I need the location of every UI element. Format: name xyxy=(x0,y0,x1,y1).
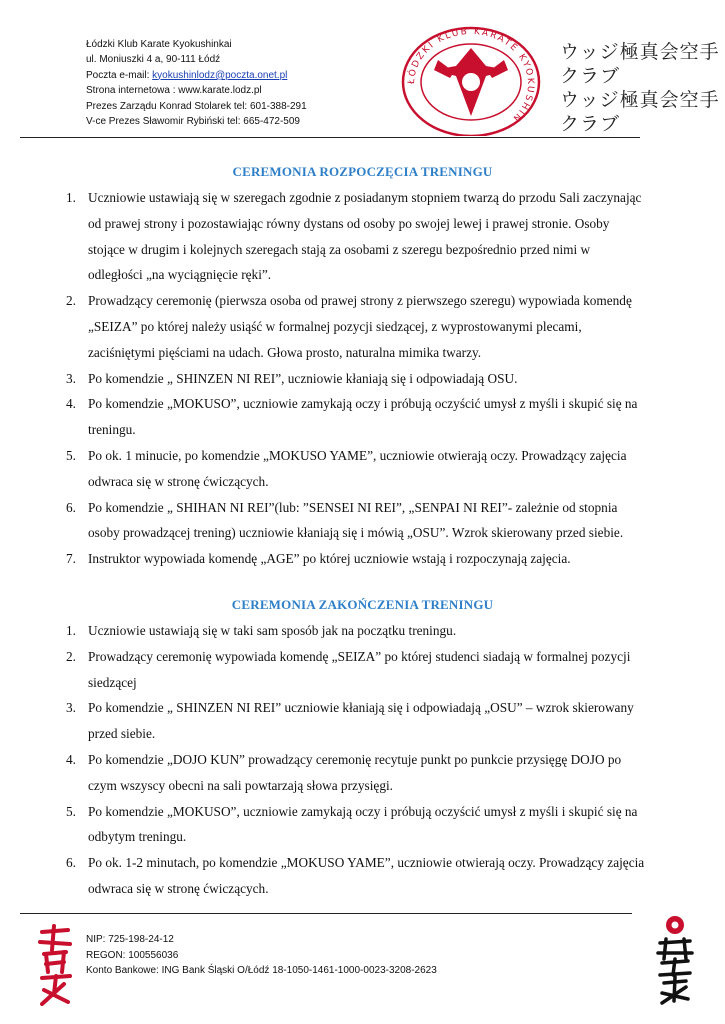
list-item: 6. Po komendzie „ SHIHAN NI REI”(lub: ”SENSEI NI REI”, „SENPAI NI REI”- zależnie od stopnia osoby prowadzącej trening) uczniowie kłaniają się i mówią „OSU”. Wzrok skierowany przed siebie. xyxy=(66,499,624,541)
header-divider xyxy=(20,137,640,138)
regon-line: REGON: 100556036 xyxy=(86,949,179,961)
list-item: 5. Po komendzie „MOKUSO”, uczniowie zamykają oczy i próbują oczyścić umysł z myśli i skupić się na odbytym treningu. xyxy=(66,803,638,845)
list-item: 5. Po ok. 1 minucie, po komendzie „MOKUSO YAME”, uczniowie otwierają oczy. Prowadzący zajęcia odwraca się w stronę ćwiczących. xyxy=(66,447,627,489)
closing-ceremony-title: CEREMONIA ZAKOŃCZENIA TRENINGU xyxy=(231,597,494,612)
list-item: 6. Po ok. 1-2 minutach, po komendzie „MOKUSO YAME”, uczniowie otwierają oczy. Prowadzący zajęcia odwraca się w stronę ćwiczących. xyxy=(66,855,645,896)
registration-footer xyxy=(86,932,437,979)
president-line: Prezes Zarządu Konrad Stolarek tel: 601-388-291 xyxy=(86,100,307,112)
footer-divider xyxy=(20,913,632,914)
club-address: ul. Moniuszki 4 a, 90-111 Łódź xyxy=(86,54,221,66)
closing-ceremony-list xyxy=(60,618,645,902)
list-item: 1. Uczniowie ustawiają się w szeregach zgodnie z posiadanym stopniem twarzą do przodu Sali zaczynając od prawej strony i pozostawiając równy dystans od osoby po swojej lewej i prawej stronie. Osoby stojące w drugim i kolejnych szeregach stają za osobami z szeregu bezpośrednio przed nimi w odległości „na wyciągnięcie ręki”. xyxy=(66,190,642,283)
japanese-line-4: クラブ xyxy=(560,113,621,135)
kyokushin-calligraphy-icon xyxy=(34,924,76,1006)
website-line: Strona internetowa : www.karate.lodz.pl xyxy=(86,85,262,97)
list-item: 1. Uczniowie ustawiają się w taki sam sposób jak na początku treningu. xyxy=(66,623,457,638)
nip-line: NIP: 725-198-24-12 xyxy=(86,934,174,945)
opening-ceremony-title: CEREMONIA ROZPOCZĘCIA TRENINGU xyxy=(232,164,493,179)
japanese-line-3: ウッジ極真会空手 xyxy=(560,89,720,111)
list-item: 2. Prowadzący ceremonię wypowiada komendę „SEIZA” po której studenci siadają w formalnej pozycji siedzącej xyxy=(66,648,631,690)
list-item: 7. Instruktor wypowiada komendę „AGE” po której uczniowie wstają i rozpoczynają zajęcia. xyxy=(66,551,571,567)
bank-account-line: Konto Bankowe: ING Bank Śląski O/Łódź 18-1050-1461-1000-0023-3208-2623 xyxy=(86,965,437,977)
kanku-calligraphy-icon xyxy=(652,913,698,1005)
list-item: 4. Po komendzie „DOJO KUN” prowadzący ceremonię recytuje punkt po punkcie przysięgę DOJO po czym wszyscy obecni na sali powtarzają słowa przysięgi. xyxy=(66,751,622,793)
opening-ceremony-list xyxy=(60,185,645,572)
list-item: 4. Po komendzie „MOKUSO”, uczniowie zamykają oczy i próbują oczyścić umysł z myśli i skupić się na treningu. xyxy=(66,396,638,438)
japanese-line-1: ウッジ極真会空手 xyxy=(560,41,720,63)
logo-ring-text: ŁÓDZKI KLUB KARATE KYOKUSHIN xyxy=(406,26,536,125)
list-item: 3. Po komendzie „ SHINZEN NI REI”, uczniowie kłaniają się i odpowiadają OSU. xyxy=(66,370,518,386)
email-line xyxy=(86,68,307,83)
list-item: 3. Po komendzie „ SHINZEN NI REI” uczniowie kłaniają się i odpowiadają „OSU” – wzrok skierowany przed siebie. xyxy=(66,700,634,742)
japanese-line-2: クラブ xyxy=(560,65,621,87)
vice-president-line: V-ce Prezes Sławomir Rybiński tel: 665-472-509 xyxy=(86,116,300,128)
email-link[interactable]: kyokushinlodz@poczta.onet.pl xyxy=(152,69,288,81)
list-item: 2. Prowadzący ceremonię (pierwsza osoba od prawej strony z pierwszego szeregu) wypowiada komendę „SEIZA” po której należy usiąść w formalnej pozycji siedzącej, z wyprostowanymi plecami, zaciśniętymi pięściami na udach. Głowa prosto, naturalna mimika twarzy. xyxy=(66,293,632,360)
japanese-club-name xyxy=(560,40,720,136)
club-name: Łódzki Klub Karate Kyokushinkai xyxy=(86,39,232,50)
email-label: Poczta e-mail: xyxy=(86,69,153,81)
club-header xyxy=(86,37,307,129)
club-logo xyxy=(390,26,552,136)
